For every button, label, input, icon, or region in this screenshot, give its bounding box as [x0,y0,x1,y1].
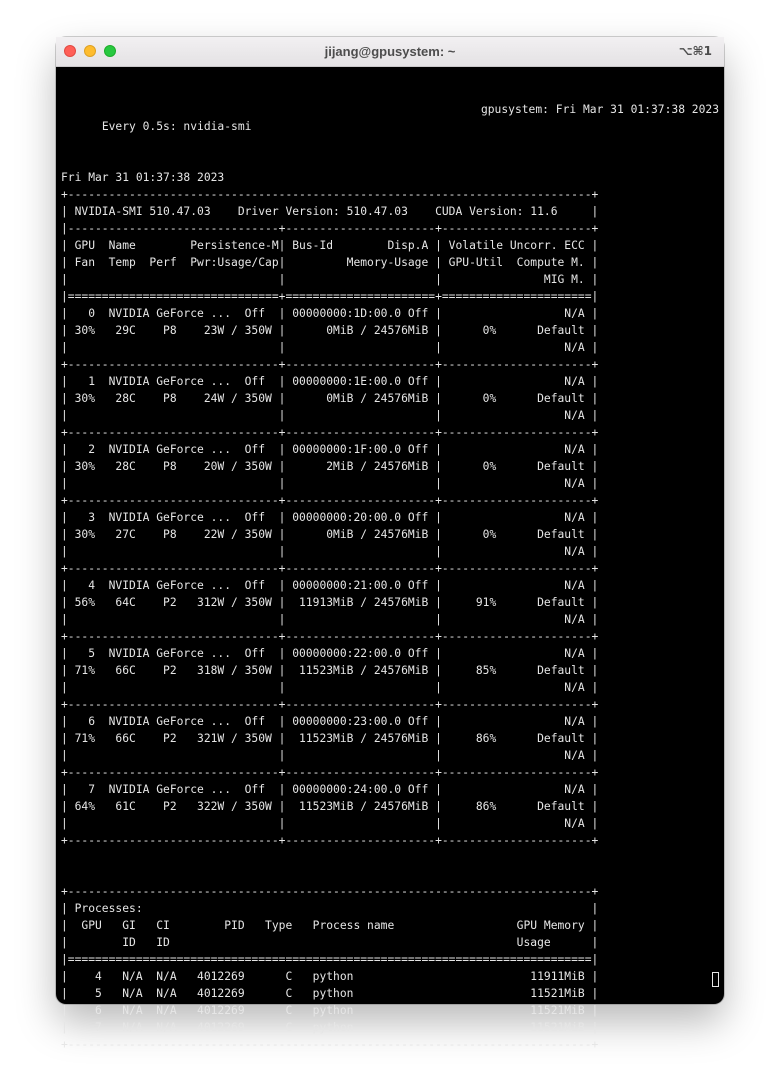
terminal-line: +-------------------------------+----------------------+----------------------+ [61,766,599,779]
terminal-line: | 6 NVIDIA GeForce ... Off | 00000000:23:00.0 Off | N/A | [61,715,599,728]
terminal-line: | 56% 64C P2 312W / 350W | 11913MiB / 24576MiB | 91% Default | [61,596,599,609]
terminal-line: |===============================+======================+======================| [61,290,599,303]
terminal-line: | 30% 27C P8 22W / 350W | 0MiB / 24576MiB | 0% Default | [61,528,599,541]
terminal-line: | | | N/A | [61,681,599,694]
terminal-line: | | | N/A | [61,749,599,762]
terminal-line: +-------------------------------+----------------------+----------------------+ [61,426,599,439]
terminal-line: | 30% 29C P8 23W / 350W | 0MiB / 24576MiB | 0% Default | [61,324,599,337]
terminal-line: +-------------------------------+----------------------+----------------------+ [61,358,599,371]
terminal-line: Fri Mar 31 01:37:38 2023 [61,171,225,184]
terminal-line: | | | N/A | [61,409,599,422]
terminal-line: | 3 NVIDIA GeForce ... Off | 00000000:20:00.0 Off | N/A | [61,511,599,524]
watch-command: Every 0.5s: nvidia-smi [101,120,252,133]
title-bar[interactable] [56,37,724,67]
terminal-line: | 6 N/A N/A 4012269 C python 11521MiB | [61,1004,599,1017]
terminal-line: | 7 NVIDIA GeForce ... Off | 00000000:24:00.0 Off | N/A | [61,783,599,796]
terminal-line: | 30% 28C P8 24W / 350W | 0MiB / 24576MiB | 0% Default | [61,392,599,405]
terminal-line: +-------------------------------+----------------------+----------------------+ [61,562,599,575]
terminal-line: | | | N/A | [61,341,599,354]
terminal-line [61,152,719,169]
terminal-line: | | | N/A | [61,477,599,490]
terminal-line: |=============================================================================| [61,953,599,966]
terminal-cursor [712,972,719,987]
terminal-line: | 4 N/A N/A 4012269 C python 11911MiB | [61,970,599,983]
terminal-line: | | | N/A | [61,817,599,830]
terminal-line: | | | N/A | [61,613,599,626]
window-shortcut-label: ⌥⌘1 [678,44,712,58]
terminal-line: | 64% 61C P2 322W / 350W | 11523MiB / 24576MiB | 86% Default | [61,800,599,813]
terminal-line: +-------------------------------+----------------------+----------------------+ [61,630,599,643]
terminal-line: | | | N/A | [61,545,599,558]
terminal-line: | 4 NVIDIA GeForce ... Off | 00000000:21:00.0 Off | N/A | [61,579,599,592]
terminal-lines [61,152,719,1053]
terminal-line: +-----------------------------------------------------------------------------+ [61,1038,599,1051]
watch-host-time: gpusystem: Fri Mar 31 01:37:38 2023 [480,103,719,116]
window-title: jijang@gpusystem: ~ [324,44,456,59]
terminal-line: | NVIDIA-SMI 510.47.03 Driver Version: 510.47.03 CUDA Version: 11.6 | [61,205,599,218]
terminal-line: +-------------------------------+----------------------+----------------------+ [61,698,599,711]
terminal-line: | 7 N/A N/A 4012269 C python 11521MiB | [61,1021,599,1034]
terminal-line: | 0 NVIDIA GeForce ... Off | 00000000:1D:00.0 Off | N/A | [61,307,599,320]
watch-header [61,101,719,133]
terminal-line: +-------------------------------+----------------------+----------------------+ [61,834,599,847]
terminal-line: |-------------------------------+----------------------+----------------------+ [61,222,599,235]
terminal-line: | 5 NVIDIA GeForce ... Off | 00000000:22:00.0 Off | N/A | [61,647,599,660]
terminal-line: | 71% 66C P2 318W / 350W | 11523MiB / 24576MiB | 85% Default | [61,664,599,677]
terminal-line: | 71% 66C P2 321W / 350W | 11523MiB / 24576MiB | 86% Default | [61,732,599,745]
terminal-line: | Processes: | [61,902,599,915]
terminal-line [61,866,719,883]
terminal-line: | GPU Name Persistence-M| Bus-Id Disp.A | Volatile Uncorr. ECC | [61,239,599,252]
terminal-line: +-----------------------------------------------------------------------------+ [61,188,599,201]
terminal-line: +-----------------------------------------------------------------------------+ [61,885,599,898]
terminal-output[interactable] [61,67,719,1051]
terminal-line: | ID ID Usage | [61,936,599,949]
terminal-line [61,849,719,866]
terminal-window [56,37,724,1051]
terminal-line: | 5 N/A N/A 4012269 C python 11521MiB | [61,987,599,1000]
terminal-line: | 1 NVIDIA GeForce ... Off | 00000000:1E:00.0 Off | N/A | [61,375,599,388]
terminal-line: +-------------------------------+----------------------+----------------------+ [61,494,599,507]
terminal-line: | | | MIG M. | [61,273,599,286]
terminal-line: | Fan Temp Perf Pwr:Usage/Cap| Memory-Usage | GPU-Util Compute M. | [61,256,599,269]
terminal-line: | 30% 28C P8 20W / 350W | 2MiB / 24576MiB | 0% Default | [61,460,599,473]
terminal-line: | GPU GI CI PID Type Process name GPU Memory | [61,919,599,932]
terminal-line: | 2 NVIDIA GeForce ... Off | 00000000:1F:00.0 Off | N/A | [61,443,599,456]
